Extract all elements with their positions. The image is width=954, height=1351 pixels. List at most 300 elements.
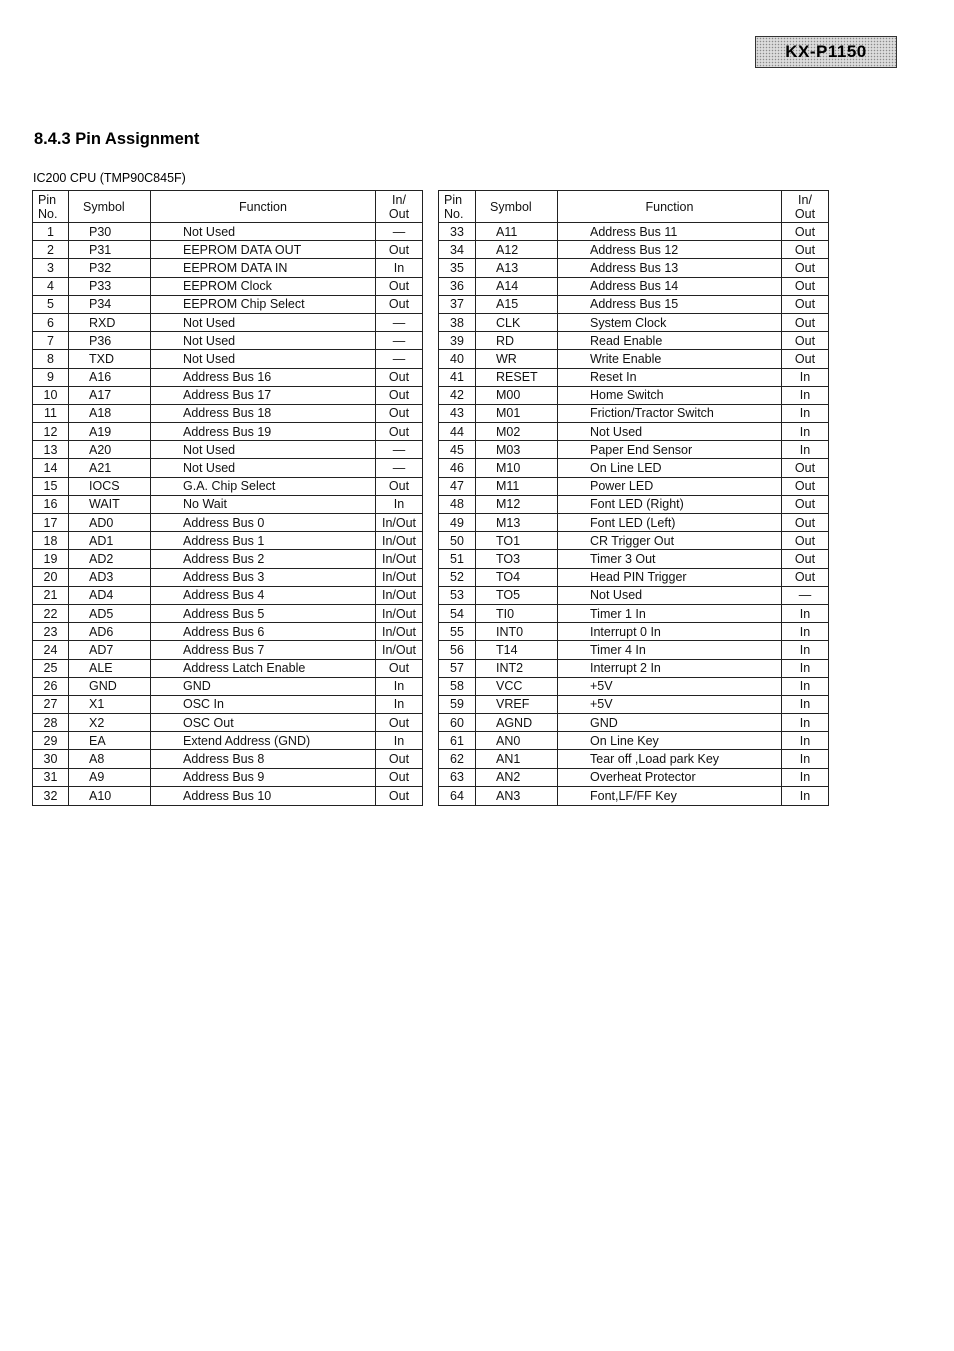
pin-row	[439, 623, 829, 641]
pin-symbol-cell: AGND	[476, 714, 558, 732]
pin-function-cell: Address Bus 4	[151, 586, 376, 604]
pin-symbol-cell: VCC	[476, 677, 558, 695]
pin-symbol-cell: TO3	[476, 550, 558, 568]
pin-number-cell: 55	[439, 623, 476, 641]
pin-symbol-cell: A11	[476, 223, 558, 241]
pin-function-cell: Friction/Tractor Switch	[558, 404, 782, 422]
pin-function-cell: Interrupt 2 In	[558, 659, 782, 677]
pin-function-cell: OSC Out	[151, 714, 376, 732]
pin-number-cell: 45	[439, 441, 476, 459]
pin-row	[439, 277, 829, 295]
pin-function-cell: Address Bus 1	[151, 532, 376, 550]
pin-number-cell: 11	[33, 404, 69, 422]
pin-row	[33, 295, 423, 313]
pin-number-cell: 51	[439, 550, 476, 568]
table-caption: IC200 CPU (TMP90C845F)	[33, 171, 186, 185]
pin-row	[439, 695, 829, 713]
pin-direction-cell: Out	[376, 714, 423, 732]
pin-row	[439, 659, 829, 677]
pin-direction-cell: In/Out	[376, 586, 423, 604]
pin-number-cell: 14	[33, 459, 69, 477]
pin-number-cell: 49	[439, 514, 476, 532]
pin-direction-cell: Out	[782, 259, 829, 277]
pin-row	[33, 568, 423, 586]
pin-symbol-cell: AD5	[69, 604, 151, 622]
pin-symbol-cell: WR	[476, 350, 558, 368]
pin-row	[33, 750, 423, 768]
pin-symbol-cell: X1	[69, 695, 151, 713]
pin-row	[439, 550, 829, 568]
pin-symbol-cell: X2	[69, 714, 151, 732]
pin-function-cell: Timer 4 In	[558, 641, 782, 659]
column-header-in-out	[782, 191, 829, 223]
pin-direction-cell: In	[782, 386, 829, 404]
pin-direction-cell: Out	[782, 550, 829, 568]
pin-number-cell: 37	[439, 295, 476, 313]
pin-number-cell: 59	[439, 695, 476, 713]
pin-direction-cell: Out	[782, 350, 829, 368]
pin-row	[439, 459, 829, 477]
pin-row	[439, 750, 829, 768]
pin-direction-cell: Out	[376, 241, 423, 259]
pin-number-cell: 32	[33, 786, 69, 805]
pin-function-cell: Address Bus 13	[558, 259, 782, 277]
pin-symbol-cell: TO5	[476, 586, 558, 604]
pin-row	[33, 786, 423, 805]
pin-function-cell: +5V	[558, 677, 782, 695]
pin-row	[33, 677, 423, 695]
pin-symbol-cell: A16	[69, 368, 151, 386]
pin-symbol-cell: ALE	[69, 659, 151, 677]
pin-number-cell: 33	[439, 223, 476, 241]
pin-direction-cell: Out	[782, 313, 829, 331]
pin-direction-cell: In	[782, 423, 829, 441]
pin-direction-cell: In	[782, 659, 829, 677]
pin-number-cell: 62	[439, 750, 476, 768]
pin-row	[439, 641, 829, 659]
pin-row	[439, 386, 829, 404]
pin-row	[33, 695, 423, 713]
pin-number-cell: 23	[33, 623, 69, 641]
pin-direction-cell: Out	[782, 277, 829, 295]
pin-direction-cell: Out	[782, 241, 829, 259]
pin-number-cell: 22	[33, 604, 69, 622]
pin-row	[439, 241, 829, 259]
pin-function-cell: Address Bus 11	[558, 223, 782, 241]
pin-direction-cell: Out	[376, 404, 423, 422]
pin-number-cell: 57	[439, 659, 476, 677]
pin-number-cell: 53	[439, 586, 476, 604]
pin-symbol-cell: TXD	[69, 350, 151, 368]
pin-function-cell: Write Enable	[558, 350, 782, 368]
pin-number-cell: 40	[439, 350, 476, 368]
pin-function-cell: Timer 3 Out	[558, 550, 782, 568]
pin-direction-cell: In	[782, 786, 829, 805]
pin-function-cell: Address Bus 0	[151, 514, 376, 532]
pin-number-cell: 61	[439, 732, 476, 750]
pin-symbol-cell: A12	[476, 241, 558, 259]
pin-direction-cell: In	[782, 714, 829, 732]
pin-direction-cell: Out	[376, 295, 423, 313]
column-header-io-line2: Out	[388, 206, 410, 221]
pin-direction-cell: Out	[782, 477, 829, 495]
pin-direction-cell: In	[782, 641, 829, 659]
pin-number-cell: 19	[33, 550, 69, 568]
pin-number-cell: 60	[439, 714, 476, 732]
pin-row	[439, 295, 829, 313]
pin-row	[439, 495, 829, 513]
pin-direction-cell: In/Out	[376, 550, 423, 568]
pin-number-cell: 36	[439, 277, 476, 295]
pin-direction-cell: In	[782, 695, 829, 713]
pin-number-cell: 18	[33, 532, 69, 550]
pin-function-cell: Not Used	[151, 441, 376, 459]
pin-symbol-cell: A13	[476, 259, 558, 277]
pin-direction-cell: —	[376, 441, 423, 459]
pin-number-cell: 56	[439, 641, 476, 659]
pin-function-cell: Address Bus 14	[558, 277, 782, 295]
pin-function-cell: EEPROM Chip Select	[151, 295, 376, 313]
pin-symbol-cell: AN1	[476, 750, 558, 768]
pin-row	[439, 423, 829, 441]
pin-function-cell: No Wait	[151, 495, 376, 513]
pin-symbol-cell: A17	[69, 386, 151, 404]
pin-function-cell: Interrupt 0 In	[558, 623, 782, 641]
pin-symbol-cell: AD0	[69, 514, 151, 532]
column-header-symbol: Symbol	[69, 191, 151, 223]
column-header-io-line2: Out	[794, 206, 816, 221]
pin-row	[33, 586, 423, 604]
pin-row	[33, 714, 423, 732]
pin-direction-cell: In	[782, 404, 829, 422]
pin-direction-cell: Out	[782, 332, 829, 350]
pin-row	[33, 659, 423, 677]
pin-row	[439, 332, 829, 350]
pin-function-cell: Address Bus 18	[151, 404, 376, 422]
pin-number-cell: 8	[33, 350, 69, 368]
pin-direction-cell: In	[782, 441, 829, 459]
pin-number-cell: 30	[33, 750, 69, 768]
pin-row	[439, 368, 829, 386]
pin-row	[439, 586, 829, 604]
pin-direction-cell: Out	[376, 659, 423, 677]
pin-row	[33, 386, 423, 404]
pin-function-cell: Address Bus 9	[151, 768, 376, 786]
pin-number-cell: 47	[439, 477, 476, 495]
pin-direction-cell: In	[782, 368, 829, 386]
pin-direction-cell: In/Out	[376, 604, 423, 622]
pin-function-cell: EEPROM DATA IN	[151, 259, 376, 277]
pin-function-cell: Paper End Sensor	[558, 441, 782, 459]
pin-function-cell: Address Bus 7	[151, 641, 376, 659]
pin-direction-cell: In	[782, 677, 829, 695]
pin-symbol-cell: INT0	[476, 623, 558, 641]
pin-function-cell: Not Used	[151, 350, 376, 368]
pin-function-cell: +5V	[558, 695, 782, 713]
pin-function-cell: Font,LF/FF Key	[558, 786, 782, 805]
pin-function-cell: Address Bus 10	[151, 786, 376, 805]
pin-row	[439, 768, 829, 786]
pin-function-cell: Not Used	[151, 223, 376, 241]
pin-function-cell: Address Bus 12	[558, 241, 782, 259]
pin-row	[439, 732, 829, 750]
pin-function-cell: Not Used	[151, 332, 376, 350]
pin-symbol-cell: P33	[69, 277, 151, 295]
pin-number-cell: 29	[33, 732, 69, 750]
pin-number-cell: 64	[439, 786, 476, 805]
pin-function-cell: OSC In	[151, 695, 376, 713]
column-header-function: Function	[151, 191, 376, 223]
pin-symbol-cell: AD1	[69, 532, 151, 550]
pin-symbol-cell: T14	[476, 641, 558, 659]
pin-row	[33, 768, 423, 786]
pin-symbol-cell: M00	[476, 386, 558, 404]
pin-row	[33, 459, 423, 477]
pin-symbol-cell: M01	[476, 404, 558, 422]
pin-direction-cell: —	[782, 586, 829, 604]
pin-number-cell: 52	[439, 568, 476, 586]
pin-symbol-cell: M12	[476, 495, 558, 513]
pin-function-cell: On Line LED	[558, 459, 782, 477]
pin-function-cell: Address Bus 5	[151, 604, 376, 622]
pin-symbol-cell: M11	[476, 477, 558, 495]
pin-direction-cell: —	[376, 313, 423, 331]
pin-number-cell: 15	[33, 477, 69, 495]
pin-function-cell: Address Bus 16	[151, 368, 376, 386]
pin-row	[439, 786, 829, 805]
pin-row	[33, 550, 423, 568]
pin-function-cell: Address Bus 2	[151, 550, 376, 568]
pin-symbol-cell: AD3	[69, 568, 151, 586]
pin-symbol-cell: AD4	[69, 586, 151, 604]
pin-symbol-cell: AN2	[476, 768, 558, 786]
pin-direction-cell: In	[376, 732, 423, 750]
pin-number-cell: 4	[33, 277, 69, 295]
pin-table-left	[32, 190, 423, 806]
pin-function-cell: G.A. Chip Select	[151, 477, 376, 495]
pin-direction-cell: In	[376, 695, 423, 713]
pin-number-cell: 43	[439, 404, 476, 422]
pin-function-cell: Address Latch Enable	[151, 659, 376, 677]
pin-symbol-cell: P30	[69, 223, 151, 241]
pin-direction-cell: Out	[782, 532, 829, 550]
pin-direction-cell: Out	[782, 295, 829, 313]
pin-symbol-cell: TI0	[476, 604, 558, 622]
pin-function-cell: Not Used	[558, 586, 782, 604]
table-header-row	[33, 191, 423, 223]
pin-symbol-cell: P34	[69, 295, 151, 313]
pin-symbol-cell: GND	[69, 677, 151, 695]
pin-symbol-cell: P32	[69, 259, 151, 277]
pin-direction-cell: In/Out	[376, 568, 423, 586]
pin-symbol-cell: EA	[69, 732, 151, 750]
pin-row	[33, 641, 423, 659]
pin-direction-cell: —	[376, 223, 423, 241]
pin-number-cell: 50	[439, 532, 476, 550]
pin-direction-cell: Out	[782, 495, 829, 513]
pin-symbol-cell: RESET	[476, 368, 558, 386]
pin-row	[439, 313, 829, 331]
pin-function-cell: Address Bus 8	[151, 750, 376, 768]
pin-row	[33, 277, 423, 295]
pin-row	[439, 514, 829, 532]
pin-row	[439, 350, 829, 368]
pin-row	[33, 623, 423, 641]
pin-row	[33, 532, 423, 550]
pin-number-cell: 63	[439, 768, 476, 786]
column-header-pin-line1: Pin	[38, 192, 57, 207]
pin-symbol-cell: P36	[69, 332, 151, 350]
pin-number-cell: 5	[33, 295, 69, 313]
pin-direction-cell: In	[782, 768, 829, 786]
pin-direction-cell: In/Out	[376, 532, 423, 550]
pin-direction-cell: —	[376, 332, 423, 350]
pin-symbol-cell: AD2	[69, 550, 151, 568]
pin-row	[439, 223, 829, 241]
pin-number-cell: 28	[33, 714, 69, 732]
pin-number-cell: 24	[33, 641, 69, 659]
pin-symbol-cell: TO4	[476, 568, 558, 586]
pin-symbol-cell: AD6	[69, 623, 151, 641]
pin-row	[33, 495, 423, 513]
pin-function-cell: Timer 1 In	[558, 604, 782, 622]
pin-symbol-cell: A21	[69, 459, 151, 477]
pin-row	[33, 241, 423, 259]
pin-number-cell: 3	[33, 259, 69, 277]
pin-direction-cell: Out	[782, 223, 829, 241]
pin-symbol-cell: RD	[476, 332, 558, 350]
pin-function-cell: Power LED	[558, 477, 782, 495]
pin-symbol-cell: AD7	[69, 641, 151, 659]
pin-row	[33, 313, 423, 331]
pin-number-cell: 38	[439, 313, 476, 331]
column-header-io-line1: In/	[798, 192, 812, 207]
pin-function-cell: Head PIN Trigger	[558, 568, 782, 586]
pin-number-cell: 25	[33, 659, 69, 677]
pin-direction-cell: In	[376, 677, 423, 695]
pin-row	[439, 677, 829, 695]
pin-function-cell: Address Bus 3	[151, 568, 376, 586]
pin-function-cell: GND	[151, 677, 376, 695]
pin-number-cell: 39	[439, 332, 476, 350]
pin-symbol-cell: TO1	[476, 532, 558, 550]
pin-row	[33, 732, 423, 750]
pin-symbol-cell: M13	[476, 514, 558, 532]
pin-number-cell: 26	[33, 677, 69, 695]
pin-function-cell: Not Used	[151, 313, 376, 331]
pin-direction-cell: Out	[376, 477, 423, 495]
pin-function-cell: Address Bus 6	[151, 623, 376, 641]
pin-row	[33, 368, 423, 386]
pin-direction-cell: Out	[376, 277, 423, 295]
pin-number-cell: 10	[33, 386, 69, 404]
column-header-function: Function	[558, 191, 782, 223]
pin-number-cell: 20	[33, 568, 69, 586]
pin-number-cell: 7	[33, 332, 69, 350]
pin-row	[33, 477, 423, 495]
pin-function-cell: Extend Address (GND)	[151, 732, 376, 750]
column-header-pin-no	[33, 191, 69, 223]
column-header-pin-line2: No.	[38, 206, 58, 221]
model-badge: KX-P1150	[755, 36, 897, 68]
pin-row	[439, 404, 829, 422]
pin-direction-cell: In/Out	[376, 514, 423, 532]
pin-direction-cell: In	[376, 495, 423, 513]
pin-row	[439, 441, 829, 459]
pin-direction-cell: In	[782, 623, 829, 641]
pin-direction-cell: Out	[376, 386, 423, 404]
pin-row	[33, 259, 423, 277]
pin-row	[33, 514, 423, 532]
pin-number-cell: 41	[439, 368, 476, 386]
pin-symbol-cell: M03	[476, 441, 558, 459]
pin-direction-cell: Out	[376, 750, 423, 768]
pin-direction-cell: Out	[782, 568, 829, 586]
column-header-pin-line1: Pin	[444, 192, 463, 207]
pin-row	[439, 532, 829, 550]
pin-row	[439, 714, 829, 732]
pin-number-cell: 2	[33, 241, 69, 259]
pin-number-cell: 35	[439, 259, 476, 277]
pin-function-cell: Address Bus 15	[558, 295, 782, 313]
pin-function-cell: Home Switch	[558, 386, 782, 404]
pin-direction-cell: In/Out	[376, 641, 423, 659]
pin-direction-cell: Out	[782, 514, 829, 532]
pin-symbol-cell: M02	[476, 423, 558, 441]
pin-function-cell: On Line Key	[558, 732, 782, 750]
column-header-symbol: Symbol	[476, 191, 558, 223]
pin-number-cell: 46	[439, 459, 476, 477]
pin-symbol-cell: AN3	[476, 786, 558, 805]
pin-direction-cell: Out	[376, 368, 423, 386]
pin-function-cell: Tear off ,Load park Key	[558, 750, 782, 768]
pin-row	[439, 604, 829, 622]
pin-row	[33, 441, 423, 459]
pin-symbol-cell: RXD	[69, 313, 151, 331]
pin-symbol-cell: P31	[69, 241, 151, 259]
pin-symbol-cell: IOCS	[69, 477, 151, 495]
pin-function-cell: Not Used	[151, 459, 376, 477]
pin-number-cell: 9	[33, 368, 69, 386]
pin-direction-cell: Out	[376, 768, 423, 786]
pin-row	[33, 404, 423, 422]
pin-number-cell: 42	[439, 386, 476, 404]
pin-function-cell: System Clock	[558, 313, 782, 331]
pin-function-cell: Overheat Protector	[558, 768, 782, 786]
pin-symbol-cell: VREF	[476, 695, 558, 713]
pin-symbol-cell: A18	[69, 404, 151, 422]
pin-row	[33, 223, 423, 241]
pin-number-cell: 16	[33, 495, 69, 513]
column-header-pin-line2: No.	[444, 206, 464, 221]
pin-symbol-cell: CLK	[476, 313, 558, 331]
pin-direction-cell: In	[376, 259, 423, 277]
pin-number-cell: 54	[439, 604, 476, 622]
pin-direction-cell: Out	[376, 423, 423, 441]
pin-symbol-cell: WAIT	[69, 495, 151, 513]
pin-direction-cell: Out	[376, 786, 423, 805]
pin-function-cell: Read Enable	[558, 332, 782, 350]
pin-direction-cell: —	[376, 350, 423, 368]
pin-row	[439, 477, 829, 495]
pin-function-cell: EEPROM Clock	[151, 277, 376, 295]
pin-symbol-cell: A15	[476, 295, 558, 313]
pin-number-cell: 31	[33, 768, 69, 786]
pin-symbol-cell: A20	[69, 441, 151, 459]
pin-number-cell: 34	[439, 241, 476, 259]
column-header-io-line1: In/	[392, 192, 406, 207]
pin-direction-cell: Out	[782, 459, 829, 477]
